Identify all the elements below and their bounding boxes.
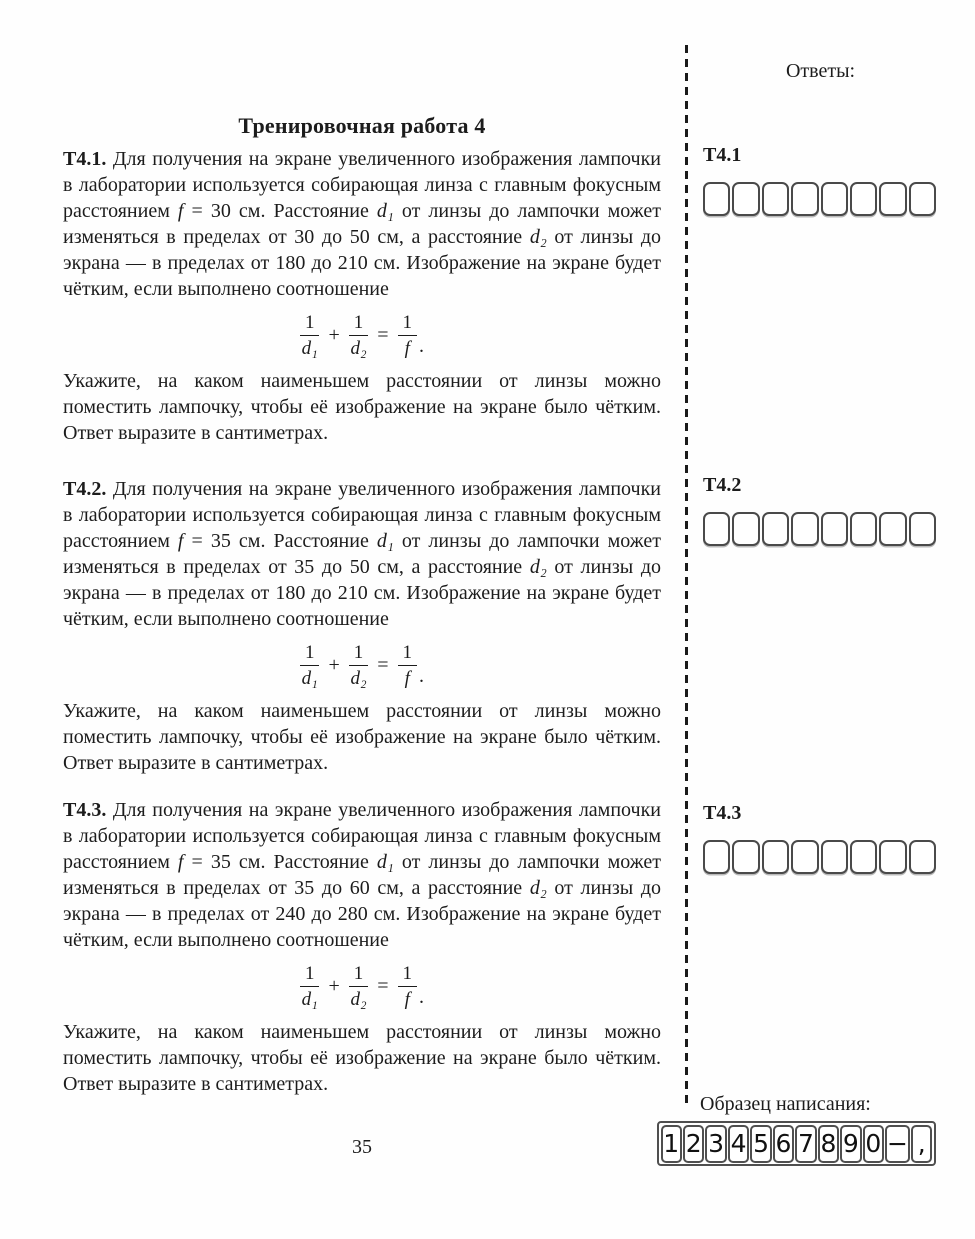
problem-t4-3-question: Укажите, на каком наименьшем расстоянии от линзы можно поместить лампочку, чтобы её изображение на экране было чётким. Ответ выразите в сантиметрах. [63,1021,661,1095]
formula-period: . [419,665,425,687]
sample-char-cell: 4 [728,1125,749,1163]
answer-cell[interactable] [909,182,936,216]
answer-cell[interactable] [879,840,906,874]
equals-operator: = [377,324,389,346]
answer-cell[interactable] [821,840,848,874]
answer-label-t4-2: Т4.2 [703,474,742,496]
problem-t4-2-question: Укажите, на каком наименьшем расстоянии от линзы можно поместить лампочку, чтобы её изображение на экране было чётким. Ответ выразите в сантиметрах. [63,700,661,774]
sample-char-cell: 2 [683,1125,704,1163]
lens-formula [63,313,661,358]
fraction-1-d2: $\frac{1}{\text{d₂}}$ [350,312,367,359]
sample-char-cell: 7 [795,1125,816,1163]
answer-cell[interactable] [703,512,730,546]
problem-text-segment: от линзы до экрана — в пределах от 180 до 210 см. Изображение на экране будет чётким, если выполнено соотношение [63,226,661,300]
problem-text-segment: Для получения на экране увеличенного изображения лампочки в лаборатории используется собирающая линза с главным фокусным расстоянием [63,148,661,222]
sample-char-cell: 5 [750,1125,771,1163]
sample-char-cell: 0 [863,1125,884,1163]
answer-cell[interactable] [762,840,789,874]
answer-cell[interactable] [791,182,818,216]
answer-block-t4-1 [703,144,938,216]
var-d2: d₂ [529,226,547,248]
answer-cell[interactable] [791,512,818,546]
answer-cell[interactable] [850,182,877,216]
answer-cell[interactable] [732,840,759,874]
var-d1: d₁ [376,530,394,552]
var-f: f [177,851,184,873]
problem-t4-2 [63,476,661,776]
fraction-1-f: $\frac{1}{f}$ [398,643,418,688]
answer-block-t4-2 [703,474,938,546]
problem-t4-2-text [63,476,661,632]
answer-cell[interactable] [762,512,789,546]
fraction-1-d1: $\frac{1}{\text{d₁}}$ [301,312,318,359]
sample-char-cell: − [885,1125,910,1163]
plus-operator: + [328,324,340,346]
answer-cell[interactable] [879,512,906,546]
answer-strip-t4-3 [703,840,936,874]
problem-t4-2-number: Т4.2. [63,478,107,500]
sample-char-cell: , [911,1125,932,1163]
answer-cell[interactable] [821,182,848,216]
problem-text-segment: = 35 см. Расстояние [183,530,377,552]
problem-text-segment: от линзы до лампочки может изменяться в пределах от 35 до 60 см, а расстояние [63,851,661,899]
var-d1: d₁ [376,851,394,873]
problem-text-segment: от линзы до лампочки может изменяться в пределах от 35 до 50 см, а расстояние [63,530,661,578]
fraction-1-d2: $\frac{1}{\text{d₂}}$ [350,963,367,1010]
answer-cell[interactable] [821,512,848,546]
problem-text-segment: Для получения на экране увеличенного изображения лампочки в лаборатории используется собирающая линза с главным фокусным расстоянием [63,799,661,873]
answer-cell[interactable] [909,512,936,546]
page-number: 35 [352,1136,372,1158]
answers-divider-dashed-line [685,45,688,1105]
answer-cell[interactable] [762,182,789,216]
answer-cell[interactable] [909,840,936,874]
problem-text-segment: от линзы до экрана — в пределах от 180 до 210 см. Изображение на экране будет чётким, если выполнено соотношение [63,556,661,630]
problem-t4-1 [63,146,661,446]
plus-operator: + [328,975,340,997]
problem-text-segment: от линзы до лампочки может изменяться в пределах от 30 до 50 см, а расстояние [63,200,661,248]
answer-cell[interactable] [703,182,730,216]
answer-strip-t4-1 [703,182,936,216]
problem-text-segment: = 35 см. Расстояние [183,851,377,873]
fraction-1-f: $\frac{1}{f}$ [398,964,418,1009]
problem-t4-3-number: Т4.3. [63,799,107,821]
answer-label-t4-1: Т4.1 [703,144,742,166]
answer-cell[interactable] [703,840,730,874]
problem-t4-1-text [63,146,661,302]
fraction-1-d1: $\frac{1}{\text{d₁}}$ [301,642,318,689]
fraction-1-d2: $\frac{1}{\text{d₂}}$ [350,642,367,689]
var-d1: d₁ [376,200,394,222]
fraction-1-d1: $\frac{1}{\text{d₁}}$ [301,963,318,1010]
answer-label-t4-3: Т4.3 [703,802,742,824]
equals-operator: = [377,654,389,676]
problem-text-segment: Для получения на экране увеличенного изображения лампочки в лаборатории используется собирающая линза с главным фокусным расстоянием [63,478,661,552]
problem-text-segment: = 30 см. Расстояние [183,200,377,222]
lens-formula [63,643,661,688]
lens-formula [63,964,661,1009]
answer-block-t4-3 [703,802,938,874]
problem-t4-3 [63,797,661,1097]
answer-cell[interactable] [732,182,759,216]
var-d2: d₂ [529,877,547,899]
equals-operator: = [377,975,389,997]
problem-text-segment: от линзы до экрана — в пределах от 240 до 280 см. Изображение на экране будет чётким, если выполнено соотношение [63,877,661,951]
problem-t4-1-question: Укажите, на каком наименьшем расстоянии от линзы можно поместить лампочку, чтобы её изображение на экране было чётким. Ответ выразите в сантиметрах. [63,370,661,444]
sample-char-cell: 6 [773,1125,794,1163]
answer-cell[interactable] [850,840,877,874]
var-d2: d₂ [529,556,547,578]
formula-period: . [419,335,425,357]
sample-char-cell: 3 [705,1125,726,1163]
problem-t4-3-text [63,797,661,953]
var-f: f [177,530,184,552]
formula-period: . [419,986,425,1008]
answers-header: Ответы: [785,60,856,82]
plus-operator: + [328,654,340,676]
sample-char-cell: 9 [840,1125,861,1163]
answer-cell[interactable] [791,840,818,874]
sample-char-cell: 1 [661,1125,682,1163]
fraction-1-f: $\frac{1}{f}$ [398,313,418,358]
answer-cell[interactable] [732,512,759,546]
writing-sample-label: Образец написания: [700,1093,871,1115]
answer-cell[interactable] [879,182,906,216]
answer-strip-t4-2 [703,512,936,546]
answer-cell[interactable] [850,512,877,546]
var-f: f [177,200,184,222]
page-title: Тренировочная работа 4 [238,112,486,138]
writing-sample-strip [657,1121,936,1166]
problem-t4-1-number: Т4.1. [63,148,107,170]
sample-char-cell: 8 [818,1125,839,1163]
